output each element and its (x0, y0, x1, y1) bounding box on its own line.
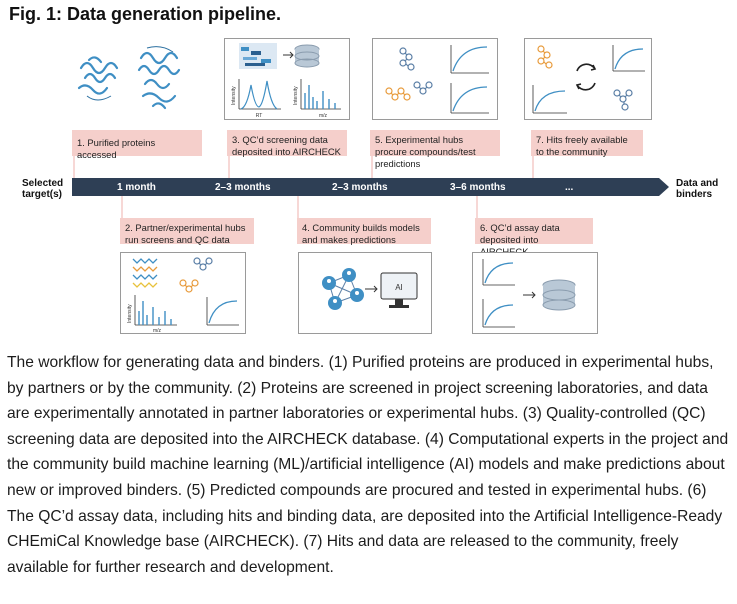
mz-axis-label: m/z (152, 328, 162, 333)
step-5-label: 5. Experimental hubs procure compounds/test predictions (370, 130, 500, 156)
mz-axis-label: m/z (318, 113, 328, 119)
step-6-label: 6. QC’d assay data deposited into (475, 218, 593, 244)
timeline-segment-2: 2–3 months (215, 182, 271, 193)
figure-title: Fig. 1: Data generation pipeline. (9, 4, 282, 24)
step-2-label: 2. Partner/experimental hubs run screens and QC data (120, 218, 254, 244)
binding-curve-icon (209, 301, 237, 323)
rt-axis-label: RT (255, 113, 263, 119)
timeline-segment-4: 3–6 months (450, 182, 506, 193)
screens-graphic (121, 253, 245, 333)
ai-label: AI (395, 283, 403, 292)
step-4-label: 4. Community builds models and makes predictions (297, 218, 431, 244)
panel-assay-data (472, 252, 598, 334)
step-1-label: 1. Purified proteins accessed (72, 130, 202, 156)
timeline-segment-3: 2–3 months (332, 182, 388, 193)
assay-data-graphic (473, 253, 597, 333)
database-icon (543, 280, 575, 310)
intensity-axis-label-2: Intensity (293, 86, 299, 105)
timeline-segment-5: ... (565, 182, 574, 193)
intensity-axis-label: Intensity (231, 86, 237, 105)
intensity-axis-label: Intensity (127, 304, 133, 323)
models-graphic (299, 253, 431, 333)
step-3-label: 3. QC’d screening data deposited into AIRCHECK (227, 130, 347, 156)
selected-targets-label: Selected target(s) (22, 178, 64, 200)
step-7-label: 7. Hits freely available to the community (531, 130, 643, 156)
molecule-icon (194, 258, 212, 270)
timeline-segment-1: 1 month (117, 182, 156, 193)
panel-models (298, 252, 432, 334)
data-and-binders-label: Data and binders (676, 178, 719, 200)
panel-screens (120, 252, 246, 334)
molecule-icon-orange (180, 280, 198, 292)
community-network-icon (322, 268, 364, 310)
figure-caption: The workflow for generating data and binders. (1) Purified proteins are produced in experimental hubs, by partners or by the community. (2) Proteins are screened in project screening laboratories, and data are experimentally annotated in partner laboratories or experimental hubs. (3) Quality-controlled (QC) screening data are deposited into the AIRCHECK database. (4) Computational experts in the project and the community build machine learning (ML)/artificial intelligence (AI) models and make predictions about new or improved binders. (5) Predicted compounds are procured and tested in experimental hubs. (6) The QC’d assay data, including hits and binding data, are deposited into the Artificial Intelligence-Ready CHEmiCal Knowledge base (AIRCHECK). (7) Hits and data are released to the community, freely available for further research and development. (7, 354, 729, 576)
spectrum-icon (139, 301, 171, 325)
